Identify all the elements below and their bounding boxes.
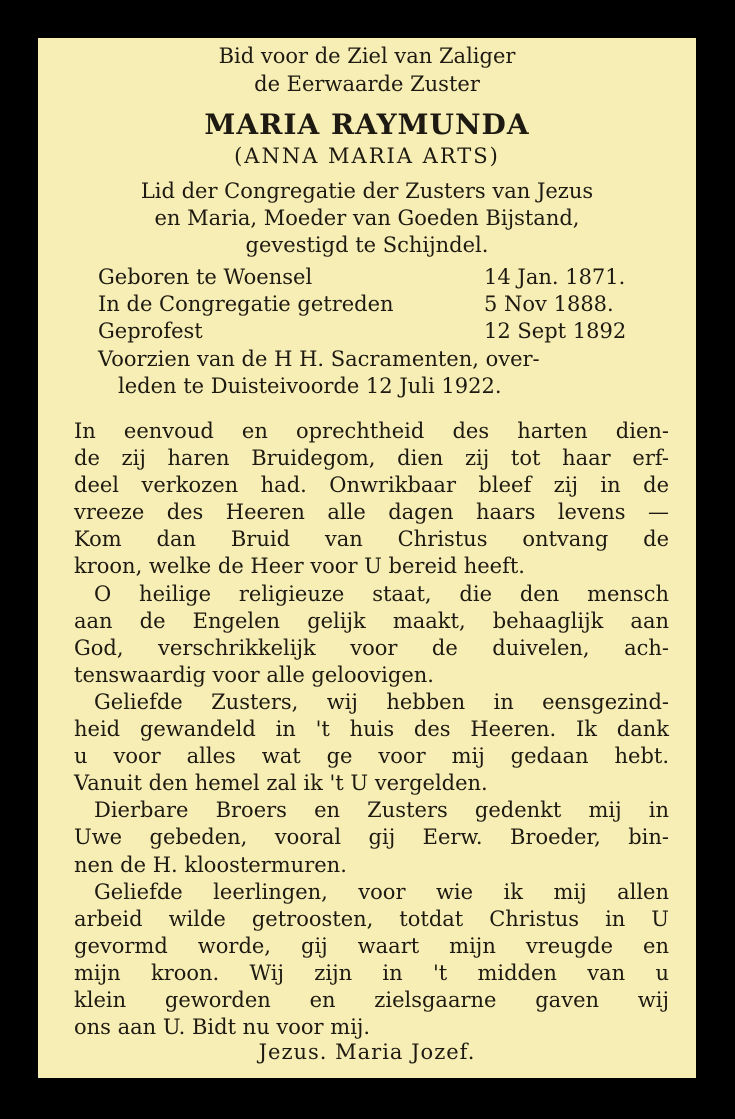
death-line: leden te Duisteivoorde 12 Juli 1922. (118, 374, 502, 398)
body-line: O heilige religieuze staat, die den mensch (94, 581, 669, 606)
body-line: klein geworden en zielsgaarne gaven wij (74, 987, 669, 1012)
date-value: 12 Sept 1892 (484, 319, 627, 343)
body-line: ons aan U. Bidt nu voor mij. (74, 1015, 371, 1040)
prayer-body (74, 418, 669, 1041)
body-line: Uwe gebeden, vooral gij Eerw. Broeder, bin- (74, 825, 669, 850)
deceased-name: MARIA RAYMUNDA (204, 108, 530, 141)
body-line: vreeze des Heeren alle dagen haars levens — (74, 500, 669, 525)
civil-name: (ANNA MARIA ARTS) (234, 144, 500, 168)
header-line-2: de Eerwaarde Zuster (254, 72, 480, 96)
date-label: Geboren te Woensel (98, 265, 313, 289)
body-line: Geliefde leerlingen, voor wie ik mij allen (94, 879, 669, 904)
closing-invocation: Jezus. Maria Jozef. (258, 1040, 476, 1064)
body-line: kroon, welke de Heer voor U bereid heeft. (74, 554, 525, 579)
congregation-line: en Maria, Moeder van Goeden Bijstand, (154, 206, 580, 230)
date-value: 5 Nov 1888. (484, 292, 614, 316)
body-line: Vanuit den hemel zal ik 't U vergelden. (74, 771, 488, 796)
body-line: mijn kroon. Wij zijn in 't midden van u (74, 960, 669, 985)
body-line: tenswaardig voor alle geloovigen. (74, 662, 434, 687)
date-row (98, 264, 658, 291)
congregation-line: gevestigd te Schijndel. (245, 233, 489, 257)
header-line-1: Bid voor de Ziel van Zaliger (218, 44, 516, 68)
memorial-card (38, 38, 696, 1078)
death-line: Voorzien van de H H. Sacramenten, over- (98, 347, 540, 371)
body-line: arbeid wilde getroosten, totdat Christus in U (74, 906, 669, 931)
date-value: 14 Jan. 1871. (484, 265, 626, 289)
body-line: de zij haren Bruidegom, dien zij tot haar erf- (74, 446, 669, 471)
body-line: Geliefde Zusters, wij hebben in eensgezind- (94, 689, 669, 714)
date-label: In de Congregatie getreden (98, 292, 394, 316)
body-line: In eenvoud en oprechtheid des harten dien- (74, 419, 669, 443)
body-line: deel verkozen had. Onwrikbaar bleef zij in de (74, 473, 669, 498)
body-line: Kom dan Bruid van Christus ontvang de (74, 527, 669, 552)
prayer-header (38, 42, 696, 98)
body-line: nen de H. kloostermuren. (74, 852, 347, 877)
body-line: u voor alles wat ge voor mij gedaan hebt. (74, 744, 669, 769)
date-row (98, 318, 658, 345)
body-line: Dierbare Broers en Zusters gedenkt mij in (94, 798, 669, 823)
death-notice (98, 346, 668, 400)
congregation-text (38, 178, 696, 259)
body-line: aan de Engelen gelijk maakt, behaaglijk aan (74, 608, 669, 633)
body-line: heid gewandeld in 't huis des Heeren. Ik dank (74, 717, 669, 742)
date-label: Geprofest (98, 319, 203, 343)
life-dates (98, 264, 658, 345)
congregation-line: Lid der Congregatie der Zusters van Jezus (140, 179, 594, 203)
body-line: gevormd worde, gij waart mijn vreugde en (74, 933, 669, 958)
body-line: God, verschrikkelijk voor de duivelen, ach- (74, 635, 669, 660)
date-row (98, 291, 658, 318)
